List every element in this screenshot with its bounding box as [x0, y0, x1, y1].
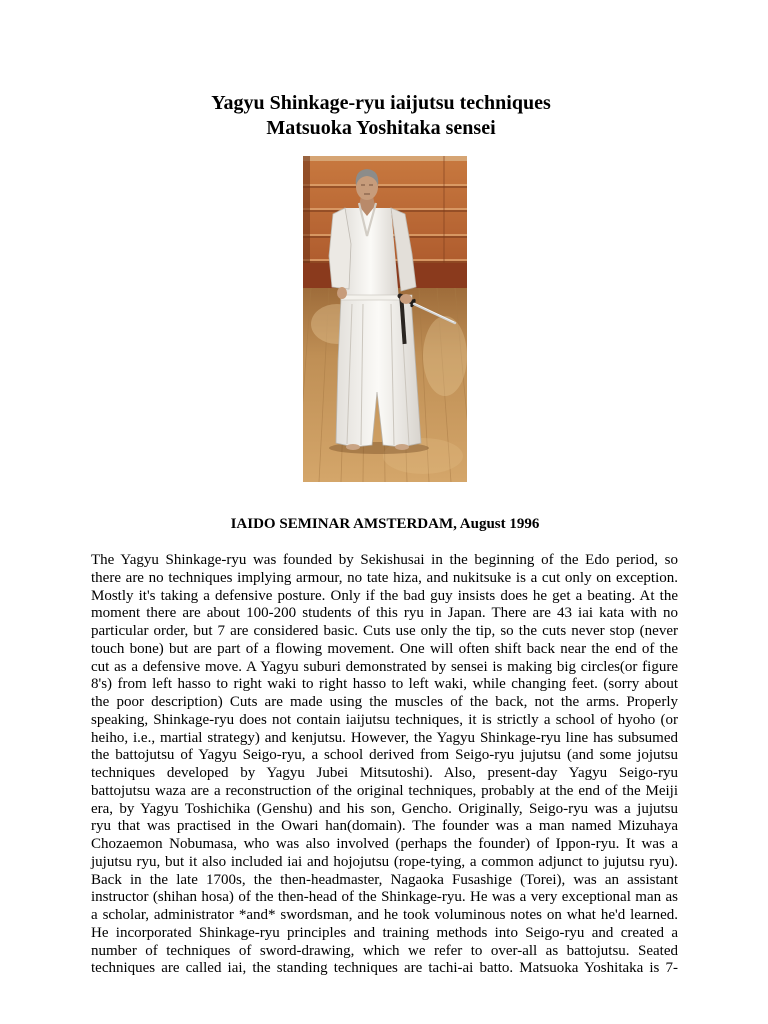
body-line: moment there are about 100-200 students of this ryu in Japan. There are 43 iai kata with no: [91, 605, 678, 622]
body-line: battojutsu waza are a reconstruction of the original techniques, probably at the end of the Meiji: [91, 782, 678, 799]
body-line: the battojutsu of Yagyu Seigo-ryu, a school derived from Seigo-ryu jujutsu (and some jojutsu: [91, 747, 678, 764]
body-line: Mostly it's taking a defensive posture. Only if the bad guy insists does he get a beating. At the: [91, 587, 678, 604]
title-line-1: Yagyu Shinkage-ryu iaijutsu techniques: [211, 92, 551, 114]
body-line: Chozaemon Nobumasa, who was also involved (perhaps the founder) of Ippon-ryu. It was a: [91, 836, 678, 852]
body-line: The Yagyu Shinkage-ryu was founded by Sekishusai in the beginning of the Edo period, so: [91, 552, 678, 568]
body-line: particular order, but 7 are considered basic. Cuts use only the tip, so the cuts never stop (never: [91, 623, 678, 639]
body-line: jujutsu ryu, but it also included iai and hojojutsu (rope-tying, a common adjunct to jujutsu ryu).: [91, 853, 678, 870]
right-hand: [400, 294, 412, 304]
body-line: heiho, i.e., martial strategy) and kenjutsu. However, the Yagyu Shinkage-ryu line has subsumed: [91, 729, 678, 746]
body-line: 8's) from left hasso to right waki to right hasso to left waki, while changing feet. (sorry about: [91, 676, 678, 693]
body-line: the poor description) Cuts are made using the muscles of the back, not the arms. Properly: [91, 694, 678, 710]
body-line: a scholar, administrator *and* swordsman, and he took voluminous notes on what he'd learned.: [91, 907, 678, 923]
seminar-heading: IAIDO SEMINAR AMSTERDAM, August 1996: [230, 516, 540, 532]
body-line: there are no techniques implying armour, no tate hiza, and nukitsuke is a cut only on exception.: [91, 569, 678, 586]
body-line: instructor (shihan hosa) of the then-head of the Shinkage-ryu. He was a very exceptional man as: [91, 889, 678, 906]
body-line: touch bone) but are part of a flowing movement. One will often shift back near the end of the: [91, 640, 678, 657]
body-line: He incorporated Shinkage-ryu principles and training methods into Seigo-ryu and created a: [91, 924, 678, 941]
document-title: [0, 91, 762, 141]
body-line: ryu that was practised in the Owari han(domain). The founder was a man named Mizuhaya: [91, 818, 678, 835]
body-line: cut as a defensive move. A Yagyu suburi demonstrated by sensei is making big circles(or figure: [91, 658, 678, 675]
body-line: techniques are called iai, the standing techniques are tachi-ai batto. Matsuoka Yoshitaka is 7-: [91, 960, 678, 977]
photo-image: [303, 156, 467, 482]
body-line: speaking, Shinkage-ryu does not contain iaijutsu techniques, it is strictly a school of hyoho (or: [91, 711, 678, 728]
body-line: Back in the late 1700s, the then-headmaster, Nagaoka Fusashige (Torei), was an assistant: [91, 871, 678, 888]
sensei-photo: [303, 156, 467, 482]
title-line-2: Matsuoka Yoshitaka sensei: [266, 117, 496, 139]
body-line: number of techniques of sword-drawing, which we refer to over-all as battojutsu. Seated: [91, 942, 678, 959]
body-text: [91, 552, 678, 978]
body-line: era, by Yagyu Toshichika (Genshu) and his son, Gencho. Originally, Seigo-ryu was a jujutsu: [91, 800, 678, 817]
body-line: techniques developed by Yagyu Jubei Mitsutoshi). Also, present-day Yagyu Seigo-ryu: [91, 765, 678, 781]
